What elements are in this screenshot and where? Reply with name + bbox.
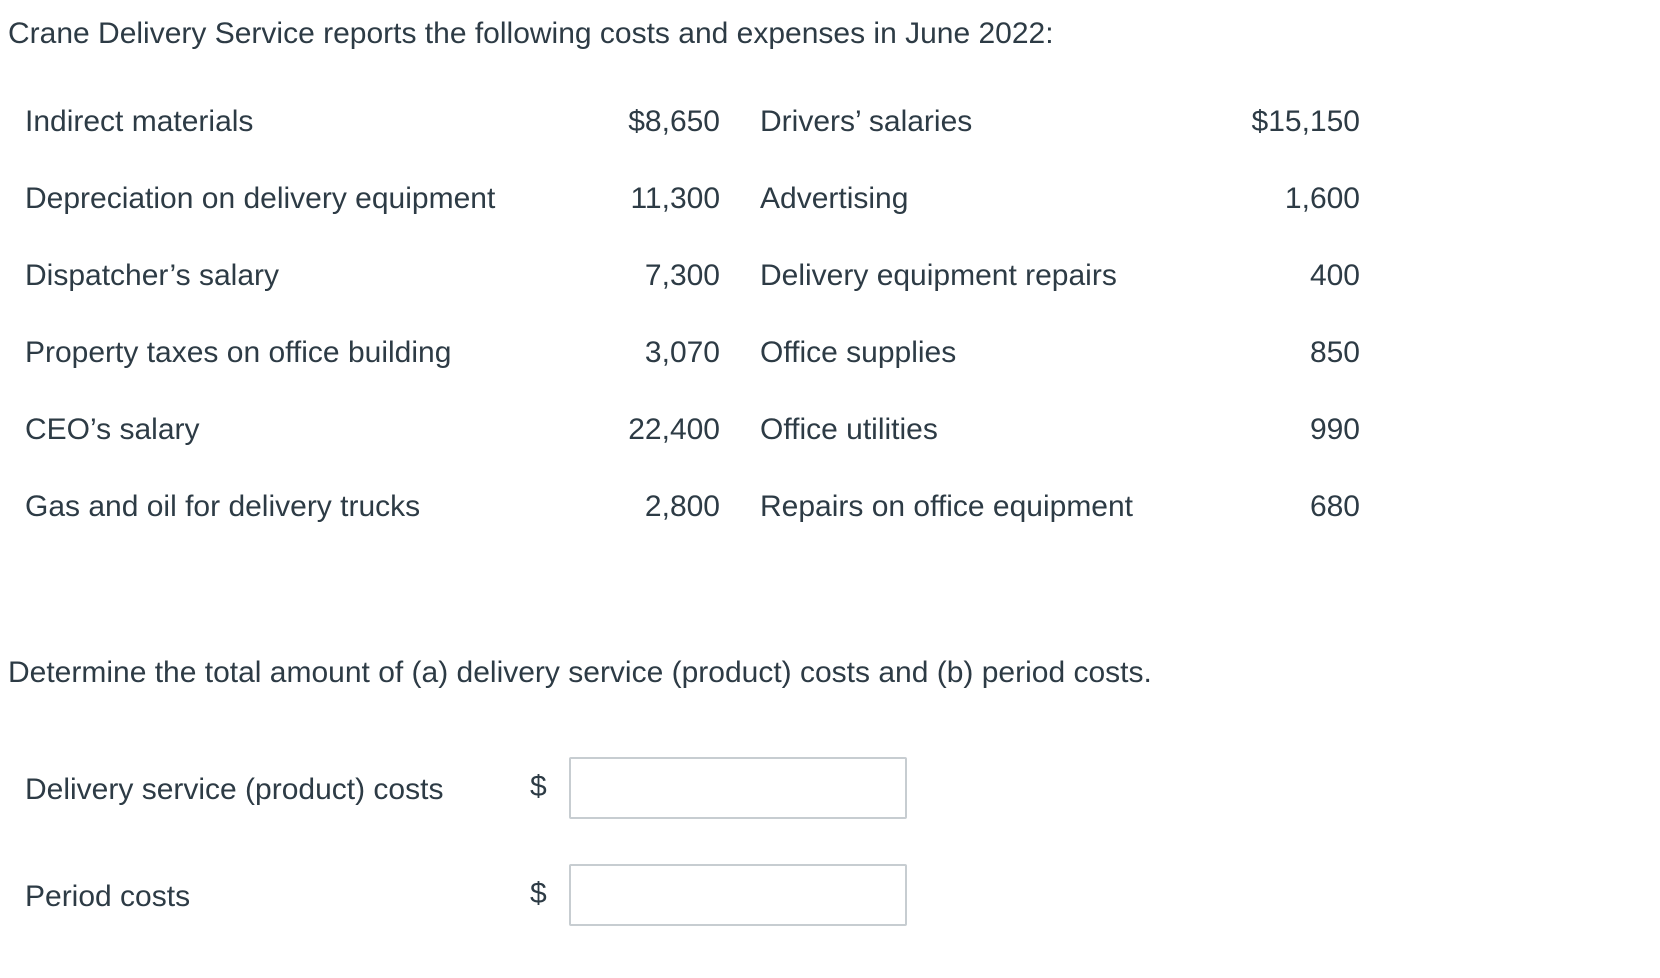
product-costs-input[interactable] [569, 757, 907, 819]
cost-label: Delivery equipment repairs [760, 259, 1117, 292]
dollar-sign: $ [530, 877, 547, 910]
cost-value: 990 [1309, 413, 1360, 446]
cost-label: Property taxes on office building [25, 336, 452, 369]
cost-table [25, 102, 1360, 564]
cost-row [25, 487, 1360, 564]
answer-row-product-costs [25, 757, 925, 823]
cost-row [25, 102, 1360, 179]
answer-row-period-costs [25, 864, 925, 930]
cost-label: Office supplies [760, 336, 957, 369]
cost-row [25, 410, 1360, 487]
cost-value: 11,300 [630, 182, 720, 215]
cost-label: Indirect materials [25, 105, 254, 138]
question-text: Determine the total amount of (a) delivery service (product) costs and (b) period costs. [8, 656, 1152, 689]
cost-value: 680 [1309, 490, 1360, 523]
cost-label: Depreciation on delivery equipment [25, 182, 496, 215]
cost-value: $8,650 [628, 105, 720, 138]
cost-value: 7,300 [644, 259, 720, 292]
period-costs-input[interactable] [569, 864, 907, 926]
cost-label: Repairs on office equipment [760, 490, 1134, 523]
cost-value: 400 [1309, 259, 1360, 292]
cost-value: 1,600 [1284, 182, 1360, 215]
cost-value: 850 [1309, 336, 1360, 369]
cost-label: Gas and oil for delivery trucks [25, 490, 421, 523]
cost-value: $15,150 [1251, 105, 1360, 138]
cost-row [25, 179, 1360, 256]
cost-label: Dispatcher’s salary [25, 259, 279, 292]
product-costs-label: Delivery service (product) costs [25, 773, 444, 806]
cost-label: CEO’s salary [25, 413, 200, 446]
cost-label: Advertising [760, 182, 909, 215]
period-costs-label: Period costs [25, 880, 191, 913]
dollar-sign: $ [530, 770, 547, 803]
cost-label: Office utilities [760, 413, 938, 446]
cost-value: 3,070 [644, 336, 720, 369]
intro-text: Crane Delivery Service reports the following costs and expenses in June 2022: [8, 17, 1054, 50]
cost-value: 22,400 [628, 413, 720, 446]
cost-label: Drivers’ salaries [760, 105, 973, 138]
cost-row [25, 256, 1360, 333]
cost-row [25, 333, 1360, 410]
cost-value: 2,800 [644, 490, 720, 523]
